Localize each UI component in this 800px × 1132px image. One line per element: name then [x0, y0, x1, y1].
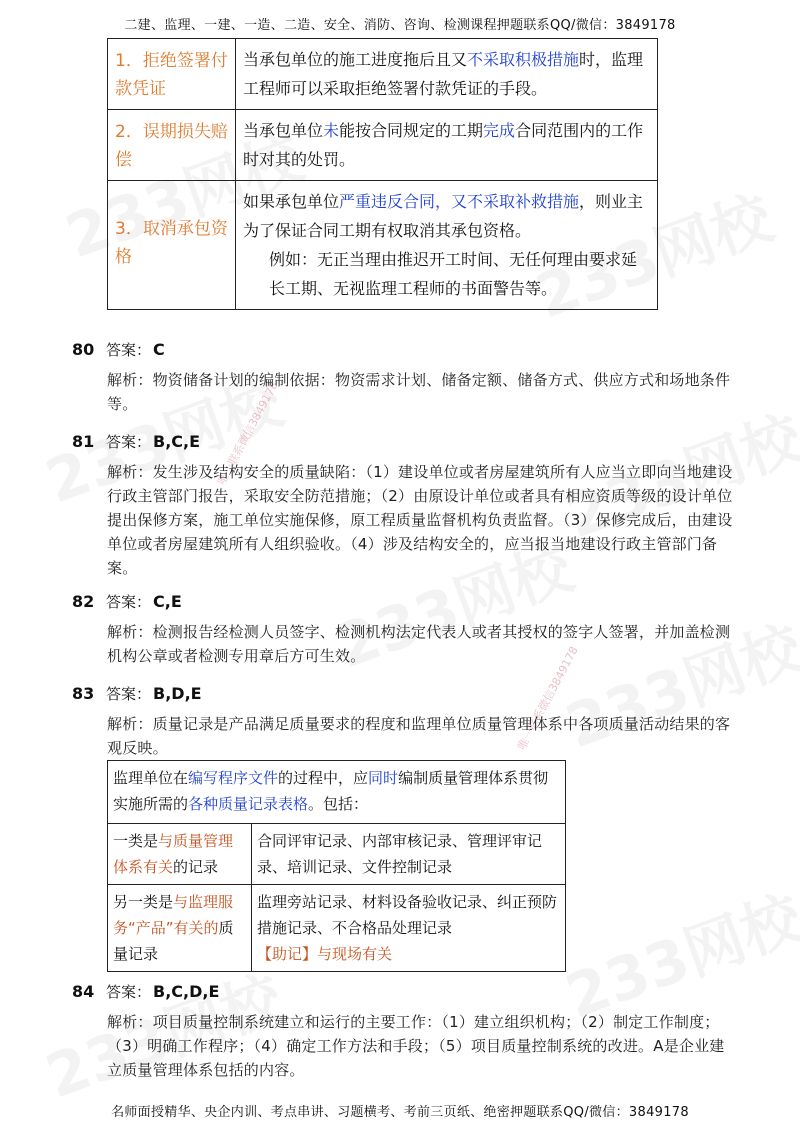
- explanation-84: 解析：项目质量控制系统建立和运行的主要工作：（1）建立组织机构；（2）制定工作制度；（3）明确工作程序；（4）确定工作方法和手段；（5）项目质量控制系统的改进。A是企业建立质量管理体系包括的内容。: [107, 1013, 725, 1079]
- table-row: [108, 824, 566, 885]
- row-text: 当承包单位的施工进度拖后且又不采取积极措施时，监理工程师可以采取拒绝签署付款凭证的手段。: [236, 39, 658, 110]
- row-text: 监理旁站记录、材料设备验收记录、纠正预防措施记录、不合格品处理记录 【助记】与现场有关: [252, 885, 566, 972]
- highlight: 严重违反合同，又不采取补救措施: [339, 192, 580, 211]
- highlight: 与质量管理体系有关: [113, 832, 234, 876]
- question-number: 82: [72, 592, 95, 611]
- highlight: 完成: [483, 121, 516, 140]
- row-label: 2．误期损失赔偿: [108, 110, 236, 181]
- question-number: 80: [72, 340, 95, 359]
- question-82: 82 答案： C,E: [72, 592, 182, 611]
- table-header: 监理单位在编写程序文件的过程中，应同时编制质量管理体系贯彻实施所需的各种质量记录表格。包括：: [108, 761, 566, 824]
- table-row: [108, 761, 566, 824]
- answer: B,C,D,E: [153, 982, 220, 1001]
- table-row: [108, 39, 658, 110]
- row-text: 当承包单位未能按合同规定的工期完成合同范围内的工作时对其的处罚。: [236, 110, 658, 181]
- answer: B,D,E: [153, 684, 202, 703]
- highlight: 与监理服务“产品”有关的: [113, 893, 234, 937]
- watermark-contact: 唯一联系微信3849178: [515, 644, 581, 753]
- question-84: 84 答案： B,C,D,E: [72, 982, 220, 1001]
- explanation-81: 解析：发生涉及结构安全的质量缺陷：（1）建设单位或者房屋建筑所有人应当立即向当地建设行政主管部门报告，采取安全防范措施；（2）由原设计单位或者具有相应资质等级的设计单位提出保修方案，施工单位实施保修，原工程质量监督机构负责监督。（3）保修完成后，由建设单位或者房屋建筑所有人组织验收。（4）涉及结构安全的，应当报当地建设行政主管部门备案。: [107, 463, 733, 577]
- question-number: 84: [72, 982, 95, 1001]
- answer: B,C,E: [153, 432, 201, 451]
- question-81: 81 答案： B,C,E: [72, 432, 201, 451]
- row-label: 另一类是与监理服务“产品”有关的质量记录: [108, 885, 252, 972]
- row-label: 1．拒绝签署付款凭证: [108, 39, 236, 110]
- penalty-measures-table: [107, 38, 658, 310]
- question-number: 83: [72, 684, 95, 703]
- explanation-82: 解析：检测报告经检测人员签字、检测机构法定代表人或者其授权的签字人签署，并加盖检测机构公章或者检测专用章后方可生效。: [107, 623, 731, 665]
- highlight: 同时: [368, 769, 399, 787]
- answer: C,E: [153, 592, 182, 611]
- watermark-contact: 唯一联系微信3849178: [215, 379, 281, 488]
- explanation-83: 解析：质量记录是产品满足质量要求的程度和监理单位质量管理体系中各项质量活动结果的客观反映。: [107, 715, 731, 757]
- example-text: 例如：无正当理由推迟开工时间、无任何理由要求延长工期、无视监理工程师的书面警告等。: [269, 250, 638, 298]
- mnemonic: 【助记】与现场有关: [257, 945, 393, 963]
- table-row: [108, 181, 658, 310]
- row-label: 一类是与质量管理体系有关的记录: [108, 824, 252, 885]
- row-label: 3．取消承包资格: [108, 181, 236, 310]
- highlight: 各种质量记录表格: [188, 795, 309, 813]
- highlight: 不采取积极措施: [467, 50, 580, 69]
- question-number: 81: [72, 432, 95, 451]
- table-row: [108, 885, 566, 972]
- quality-records-table: [107, 760, 566, 972]
- question-83: 83 答案： B,D,E: [72, 684, 202, 703]
- answer: C: [153, 340, 165, 359]
- highlight: 编写程序文件: [188, 769, 279, 787]
- highlight: 未: [323, 121, 340, 140]
- question-80: 80 答案： C: [72, 340, 165, 359]
- explanation-80: 解析：物资储备计划的编制依据：物资需求计划、储备定额、储备方式、供应方式和场地条件等。: [107, 371, 731, 413]
- table-row: [108, 110, 658, 181]
- row-text: 如果承包单位严重违反合同，又不采取补救措施，则业主为了保证合同工期有权取消其承包资格。 例如：无正当理由推迟开工时间、无任何理由要求延长工期、无视监理工程师的书面警告等。: [236, 181, 658, 310]
- page-footer: 名师面授精华、央企内训、考点串讲、习题横考、考前三页纸、绝密押题联系QQ/微信：3849178: [111, 1105, 689, 1120]
- row-text: 合同评审记录、内部审核记录、管理评审记录、培训记录、文件控制记录: [252, 824, 566, 885]
- page-header: 二建、监理、一建、一造、二造、安全、消防、咨询、检测课程押题联系QQ/微信：3849178: [124, 18, 676, 33]
